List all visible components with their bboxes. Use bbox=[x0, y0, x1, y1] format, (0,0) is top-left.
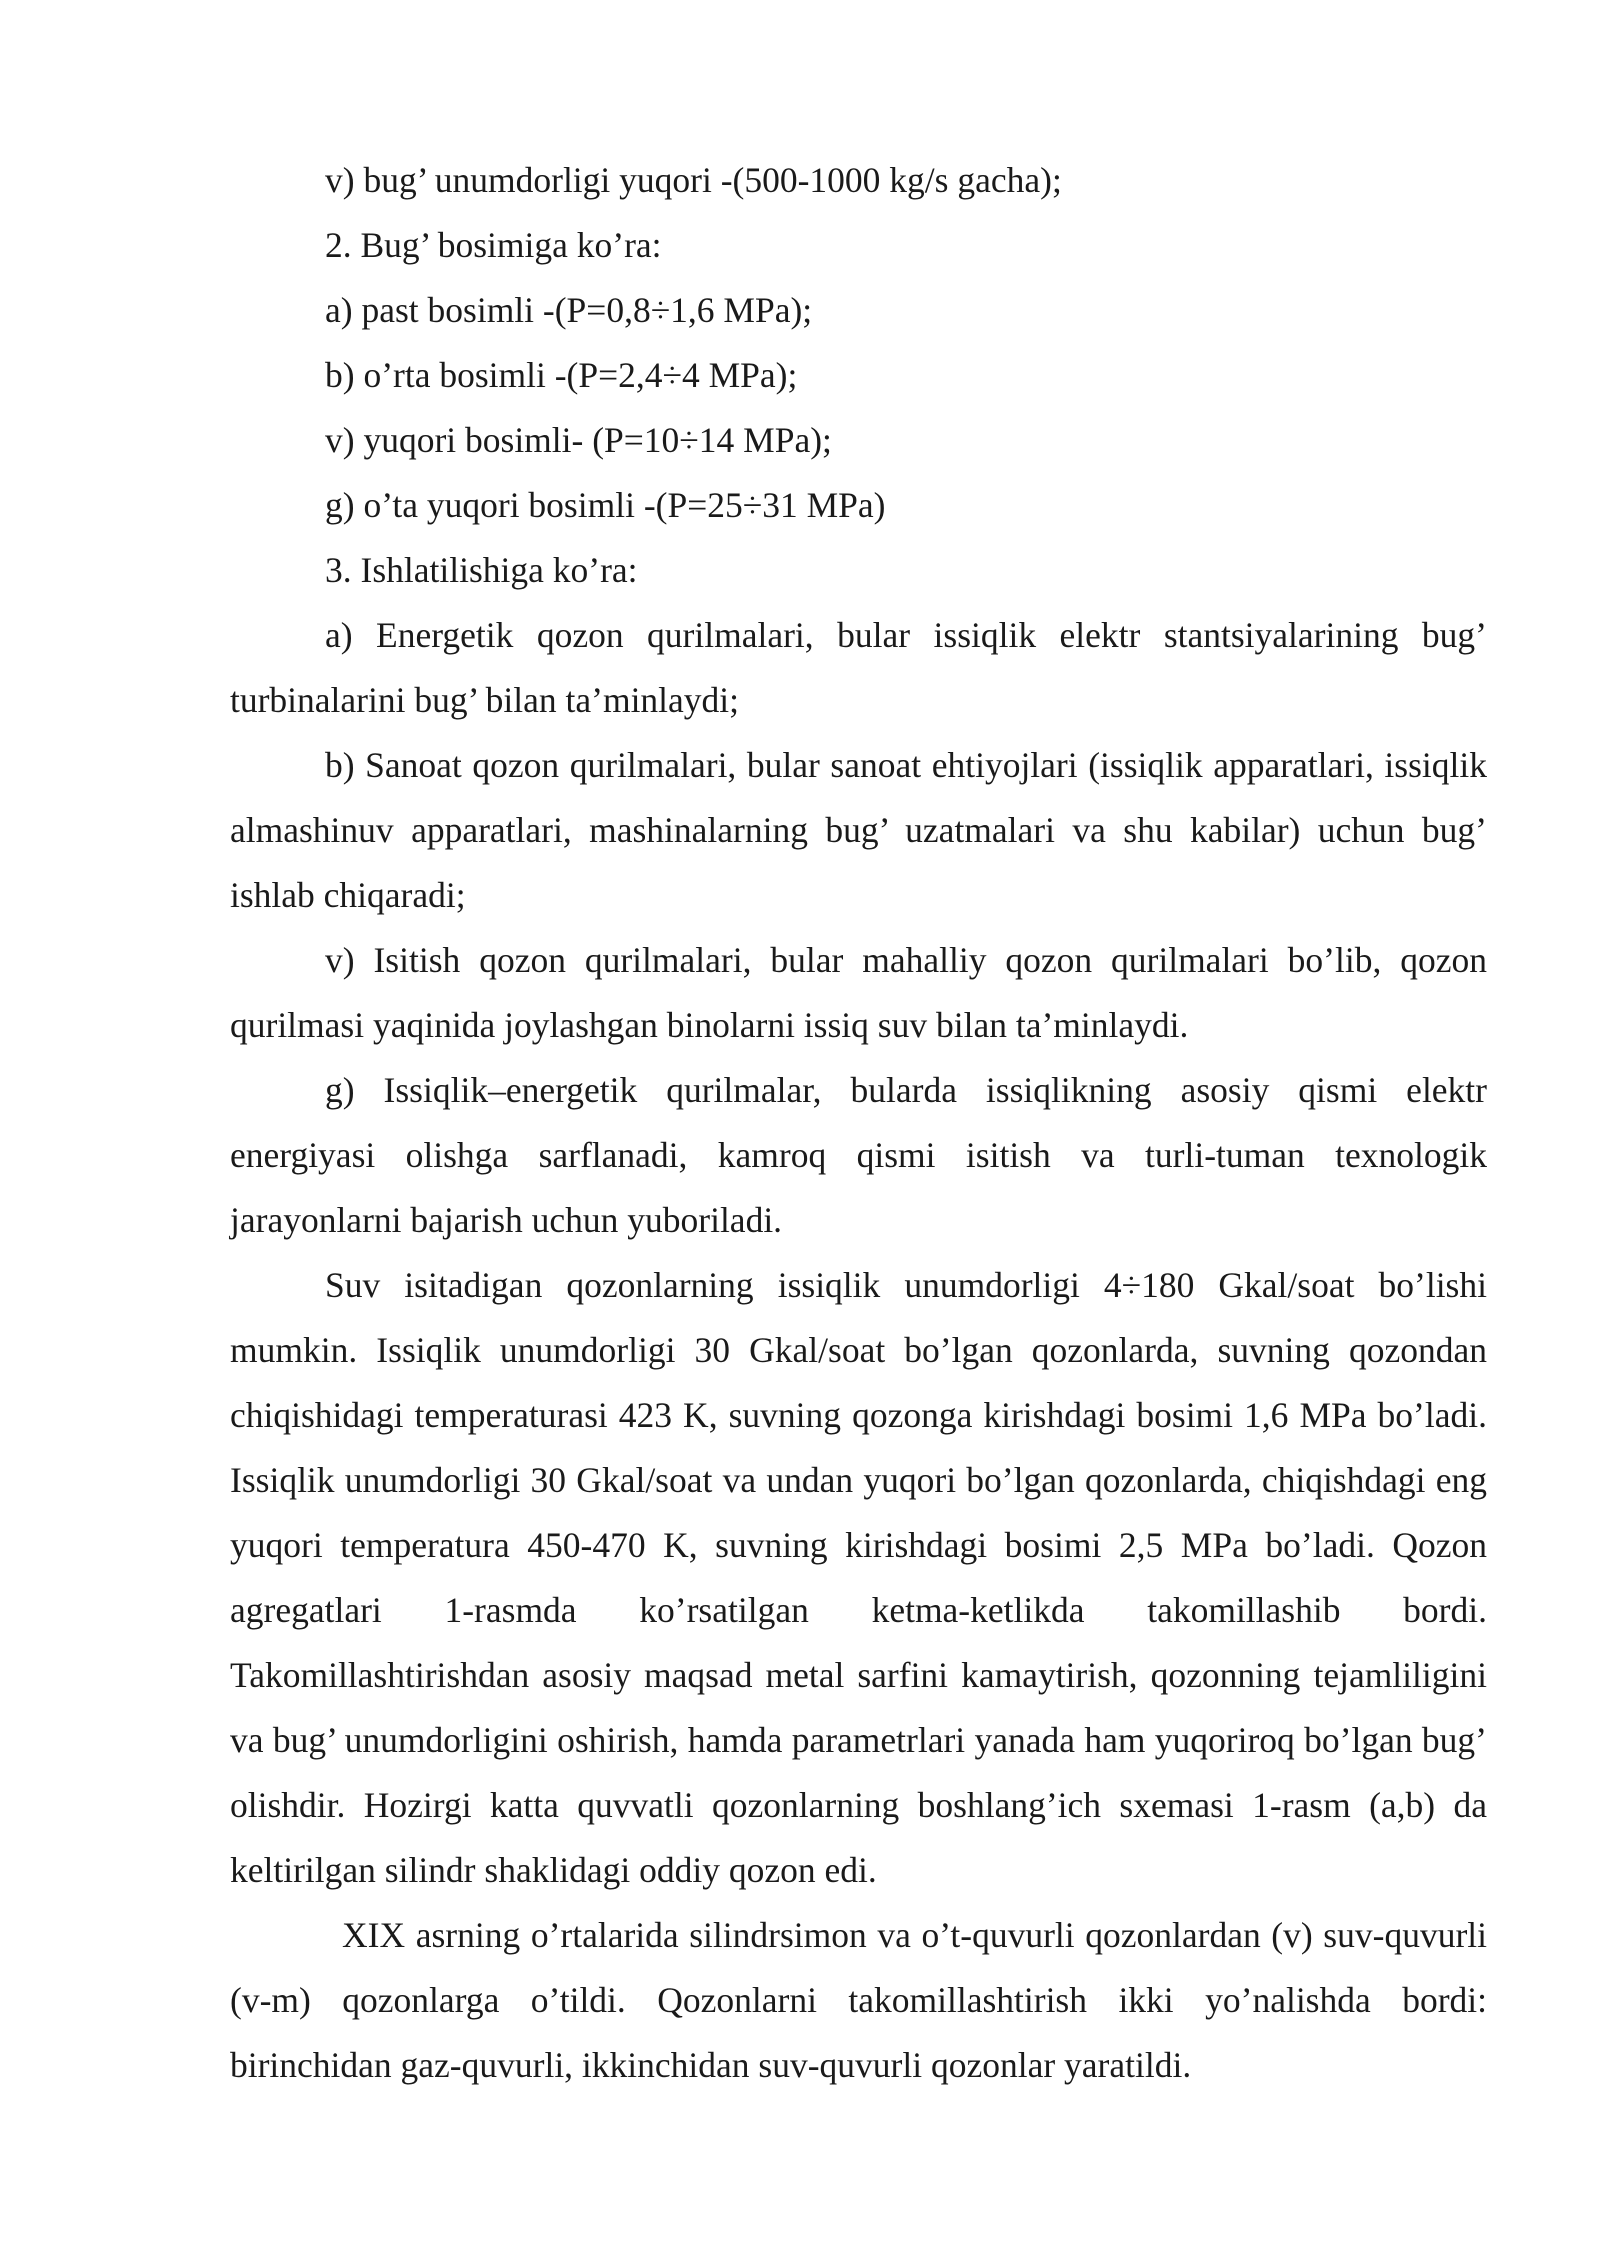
list-item: v) yuqori bosimli- (P=10÷14 MPa); bbox=[325, 420, 832, 460]
list-item: v) bug’ unumdorligi yuqori -(500-1000 kg/s gacha); bbox=[325, 160, 1062, 200]
list-item: a) past bosimli -(P=0,8÷1,6 MPa); bbox=[325, 290, 813, 330]
paragraph: b) Sanoat qozon qurilmalari, bular sanoat ehtiyojlari (issiqlik apparatlari, issiqlik almashinuv apparatlari, mashinalarning bug’ uzatmalari va shu kabilar) uchun bug’ ishlab chiqaradi; bbox=[230, 745, 1487, 915]
paragraph: v) Isitish qozon qurilmalari, bular mahalliy qozon qurilmalari bo’lib, qozon qurilmasi yaqinida joylashgan binolarni issiq suv bilan ta’minlaydi. bbox=[230, 940, 1487, 1045]
paragraph: XIX asrning o’rtalarida silindrsimon va o’t-quvurli qozonlardan (v) suv-quvurli (v-m) qozonlarga o’tildi. Qozonlarni takomillashtirish ikki yo’nalishda bordi: birinchidan gaz-quvurli, ikkinchidan suv-quvurli qozonlar yaratildi. bbox=[230, 1915, 1487, 2085]
paragraph: g) Issiqlik–energetik qurilmalar, bularda issiqlikning asosiy qismi elektr energiyasi olishga sarflanadi, kamroq qismi isitish va turli-tuman texnologik jarayonlarni bajarish uchun yuboriladi. bbox=[230, 1070, 1487, 1240]
section-heading: 3. Ishlatilishiga ko’ra: bbox=[325, 550, 638, 590]
section-heading: 2. Bug’ bosimiga ko’ra: bbox=[325, 225, 662, 265]
document-body bbox=[230, 148, 1487, 2098]
list-item: b) o’rta bosimli -(P=2,4÷4 MPa); bbox=[325, 355, 798, 395]
list-item: g) o’ta yuqori bosimli -(P=25÷31 MPa) bbox=[325, 485, 886, 525]
paragraph: a) Energetik qozon qurilmalari, bular issiqlik elektr stantsiyalarining bug’ turbinalarini bug’ bilan ta’minlaydi; bbox=[230, 615, 1487, 720]
paragraph: Suv isitadigan qozonlarning issiqlik unumdorligi 4÷180 Gkal/soat bo’lishi mumkin. Issiqlik unumdorligi 30 Gkal/soat bo’lgan qozonlarda, suvning qozondan chiqishidagi temperaturasi 423 K, suvning qozonga kirishdagi bosimi 1,6 MPa bo’ladi. Issiqlik unumdorligi 30 Gkal/soat va undan yuqori bo’lgan qozonlarda, chiqishdagi eng yuqori temperatura 450-470 K, suvning kirishdagi bosimi 2,5 MPa bo’ladi. Qozon agregatlari 1-rasmda ko’rsatilgan ketma-ketlikda takomillashib bordi. Takomillashtirishdan asosiy maqsad metal sarfini kamaytirish, qozonning tejamliligini va bug’ unumdorligini oshirish, hamda parametrlari yanada ham yuqoriroq bo’lgan bug’ olishdir. Hozirgi katta quvvatli qozonlarning boshlang’ich sxemasi 1-rasm (a,b) da keltirilgan silindr shaklidagi oddiy qozon edi. bbox=[230, 1265, 1487, 1890]
